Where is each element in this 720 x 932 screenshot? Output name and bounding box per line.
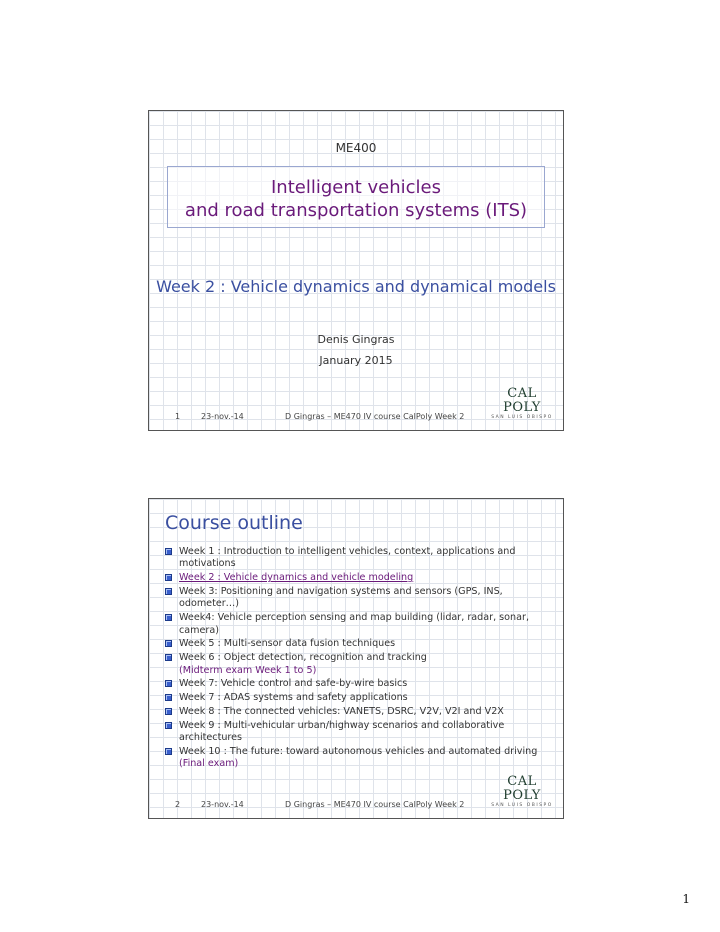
list-item: Week 9 : Multi-vehicular urban/highway scenarios and collaborative architectures xyxy=(165,720,543,745)
logo-subtitle: SAN LUIS OBISPO xyxy=(491,415,553,420)
checkbox-bullet-icon xyxy=(165,722,172,729)
week-title: Week 2 : Vehicle dynamics and dynamical models xyxy=(156,277,556,296)
outline-title: Course outline xyxy=(165,512,303,534)
logo-subtitle: SAN LUIS OBISPO xyxy=(491,803,553,808)
author: Denis Gingras xyxy=(317,333,395,346)
checkbox-bullet-icon xyxy=(165,574,172,581)
slide-2 xyxy=(148,498,564,819)
page-number: 1 xyxy=(682,892,690,906)
checkbox-bullet-icon xyxy=(165,614,172,621)
checkbox-bullet-icon xyxy=(165,654,172,661)
list-item: Week 1 : Introduction to intelligent vehicles, context, applications and motivations xyxy=(165,546,543,571)
cal-poly-logo xyxy=(491,387,553,421)
checkbox-bullet-icon xyxy=(165,694,172,701)
list-item: Week 6 : Object detection, recognition and tracking (Midterm exam Week 1 to 5) xyxy=(165,652,543,677)
checkbox-bullet-icon xyxy=(165,588,172,595)
cal-poly-logo xyxy=(491,775,553,809)
list-item: Week 3: Positioning and navigation systems and sensors (GPS, INS, odometer…) xyxy=(165,586,543,611)
list-item xyxy=(165,572,543,584)
list-item: Week 5 : Multi-sensor data fusion techniques xyxy=(165,638,543,650)
title-box xyxy=(167,166,545,228)
checkbox-bullet-icon xyxy=(165,680,172,687)
footer-date: 23-nov.-14 xyxy=(201,412,244,421)
current-week-item: Week 2 : Vehicle dynamics and vehicle modeling xyxy=(179,572,414,584)
slide-1 xyxy=(148,110,564,431)
final-exam-note: (Final exam) xyxy=(179,758,239,770)
list-item: Week 8 : The connected vehicles: VANETS, DSRC, V2V, V2I and V2X xyxy=(165,706,543,718)
footer-course: D Gingras – ME470 IV course CalPoly Week 2 xyxy=(285,800,465,809)
list-item: Week4: Vehicle perception sensing and map building (lidar, radar, sonar, camera) xyxy=(165,612,543,637)
logo-wordmark: CAL POLY xyxy=(503,386,541,415)
outline-list xyxy=(165,546,543,772)
checkbox-bullet-icon xyxy=(165,548,172,555)
logo-wordmark: CAL POLY xyxy=(503,774,541,803)
footer-date: 23-nov.-14 xyxy=(201,800,244,809)
list-item: Week 7: Vehicle control and safe-by-wire basics xyxy=(165,678,543,690)
midterm-note: (Midterm exam Week 1 to 5) xyxy=(179,664,317,676)
footer-course: D Gingras – ME470 IV course CalPoly Week 2 xyxy=(285,412,465,421)
slide-number: 1 xyxy=(175,412,181,421)
checkbox-bullet-icon xyxy=(165,708,172,715)
slide-number: 2 xyxy=(175,800,181,809)
checkbox-bullet-icon xyxy=(165,640,172,647)
title-line-1: Intelligent vehicles xyxy=(270,177,442,198)
checkbox-bullet-icon xyxy=(165,748,172,755)
list-item: Week 10 : The future: toward autonomous vehicles and automated driving (Final exam) xyxy=(165,746,543,771)
presentation-date: January 2015 xyxy=(319,354,393,367)
course-code: ME400 xyxy=(335,141,377,155)
title-line-2: and road transportation systems (ITS) xyxy=(184,200,528,221)
list-item: Week 7 : ADAS systems and safety applications xyxy=(165,692,543,704)
